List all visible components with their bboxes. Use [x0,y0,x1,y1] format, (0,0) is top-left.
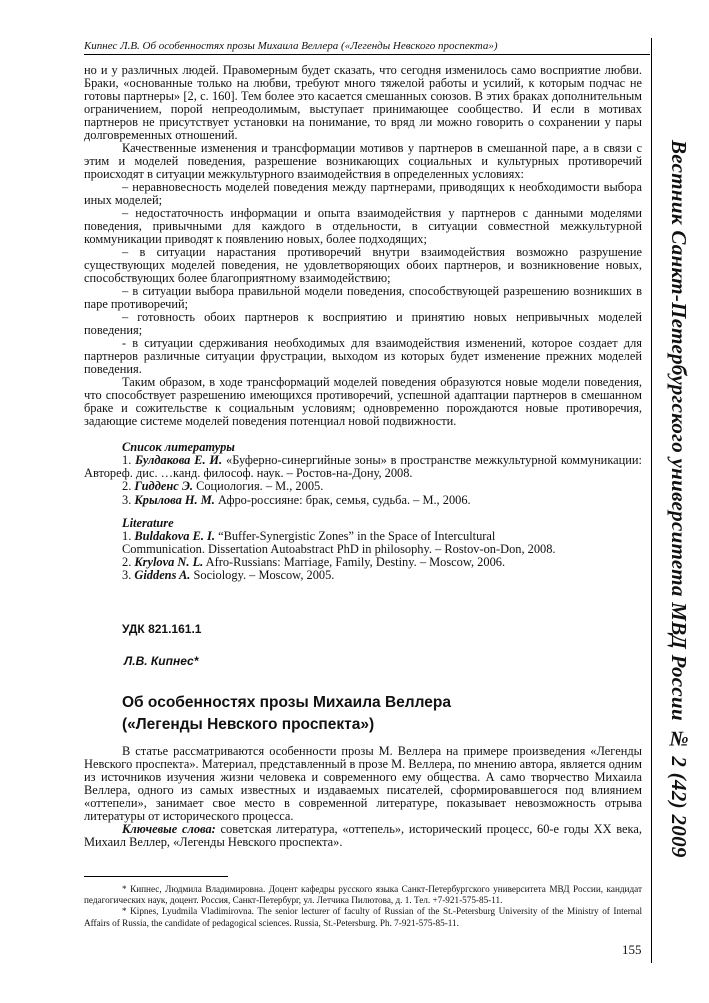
list-item: - в ситуации сдерживания необходимых для взаимодействия изменений, которое создает для партнеров различные ситуации фрустрации, выходом из которых будет изменение прежних моделей поведения. [84,336,642,377]
title-line: Об особенностях прозы Михаила Веллера [122,694,451,711]
references-ru [84,441,642,506]
udk-code: УДК 821.161.1 [122,622,202,636]
list-item: – готовность обоих партнеров к восприятию и принятию новых непривычных моделей поведения; [84,310,642,338]
vertical-divider [651,38,652,963]
list-item: – в ситуации выбора правильной модели поведения, способствующей разрешению возникших в паре противоречий; [84,284,642,312]
reference-item: 1. Buldakova E. I. “Buffer-Synergistic Zones” in the Space of Intercultural [122,528,496,543]
footnote-ru: * Кипнес, Людмила Владимировна. Доцент кафедры русского языка Санкт-Петербургского университета МВД России, кандидат педагогических наук, доцент. Россия, Санкт-Петербург, ул. Летчика Пилютова, д. 1. Тел. +7-921-575-85-11. [84,884,642,906]
list-item: – недостаточность информации и опыта взаимодействия у партнеров с данными моделями поведения, привычными для каждого в отдельности, в ситуации совместной межкультурной коммуникации приводят к появлению новых, более подходящих; [84,206,642,247]
article-title [122,692,602,735]
footnote-divider [84,876,228,877]
keywords [84,823,642,849]
abstract [84,745,642,849]
body-text [84,64,642,582]
reference-item: 3. Giddens A. Sociology. – Moscow, 2005. [122,567,335,582]
reference-item: 2. Krylova N. L. Afro-Russians: Marriage, Family, Destiny. – Moscow, 2006. [122,554,506,569]
reference-item-continued: Communication. Dissertation Autoabstract PhD in philosophy. – Rostov-on-Don, 2008. [122,541,556,556]
paragraph: Таким образом, в ходе трансформаций моделей поведения образуются новые модели поведения, что способствует разрешению имеющихся противоречий, успешной адаптации партнеров в смешанном браке и сожительстве к социальным условиям; одновременно порождаются новые противоречия, задающие системе моделей поведения потенциал новой подвижности. [84,375,642,429]
references-en [84,517,642,582]
footnotes [84,884,642,929]
running-header: Кипнес Л.В. Об особенностях прозы Михаила Веллера («Легенды Невского проспекта») [84,40,650,55]
reference-item: 1. Булдакова Е. И. «Буферно-синергийные зоны» в пространстве межкультурной коммуникации: Автореф. дис. …канд. философ. наук. – Ростов-на-Дону, 2008. [84,453,642,481]
reference-item: 3. Крылова Н. М. Афро-россияне: брак, семья, судьба. – М., 2006. [122,492,471,507]
literature-heading: Literature [122,515,174,530]
keywords-text: советская литература, «оттепель», исторический процесс, 60-е годы ХХ века, Михаил Веллер, «Легенды Невского проспекта». [84,822,642,850]
list-item: – неравновесность моделей поведения между партнерами, приводящих к необходимости выбора иных моделей; [84,180,642,208]
journal-side-title: Вестник Санкт-Петербургского университета МВД России № 2 (42) 2009 [667,140,691,858]
article-author: Л.В. Кипнес* [124,654,199,668]
reference-item: 2. Гидденс Э. Социология. – М., 2005. [122,479,324,494]
references-heading: Список литературы [122,440,235,455]
page-number: 155 [622,942,642,957]
list-item: – в ситуации нарастания противоречий внутри взаимодействия возможно разрушение существующих моделей поведения, не удовлетворяющих обоих партнеров, и возникновение новых, способствующих более благоприятному взаимодействию; [84,245,642,286]
abstract-text: В статье рассматриваются особенности прозы М. Веллера на примере произведения «Легенды Невского проспекта». Материал, представленный в прозе М. Веллера, по мнению автора, является одним из источников изучения жизни человека и современного ему общества. А само творчество Михаила Веллера, одного из самых известных и издаваемых писателей, сформировавшегося под влиянием «оттепели», занимает свое место в современной литературе, показывает невозможность отрыва литературы от исторического процесса. [84,744,642,824]
footnote-en: * Kipnes, Lyudmila Vladimirovna. The senior lecturer of faculty of Russian of the St.-Petersburg University of the Ministry of Internal Affairs of Russia, the candidate of pedagogical sciences. Russia, St.-Petersburg. Ph. 7-921-575-85-11. [84,906,642,928]
paragraph: Качественные изменения и трансформации мотивов у партнеров в смешанной паре, а в связи с этим и моделей поведения, разрешение возникающих социальных и культурных противоречий происходят в ситуации межкультурного взаимодействия в определенных условиях: [84,141,642,182]
title-line: («Легенды Невского проспекта») [122,715,375,733]
paragraph: но и у различных людей. Правомерным будет сказать, что сегодня изменилось само восприятие любви. Браки, «основанные только на любви, требуют много тяжелой работы и усилий, к которым подчас не готовы партнеры» [2, с. 160]. Тем более это касается смешанных союзов. В этих браках дополнительным ограничением, порой непреодолимым, выступает принимающее сообщество. И если в мотивах партнеров не присутствует установки на понимание, то вряд ли можно говорить о сохранении у пары долговременных отношений. [84,63,642,143]
keywords-label: Ключевые слова: [122,822,216,837]
